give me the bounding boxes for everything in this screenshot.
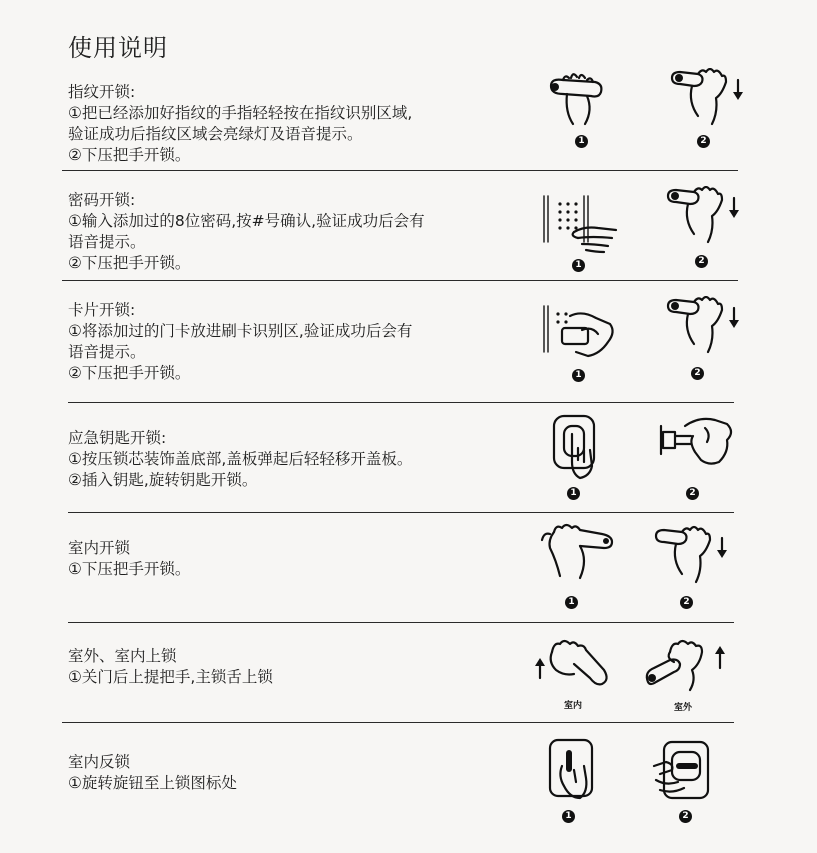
section-title: 应急钥匙开锁: bbox=[68, 429, 167, 447]
knob-turn-icon bbox=[650, 736, 716, 806]
step-badge-1: 1 bbox=[572, 259, 585, 272]
card-reader-icon bbox=[538, 302, 622, 368]
hand-lift-handle-indoor-icon bbox=[530, 634, 620, 694]
keypad-icon bbox=[538, 192, 622, 258]
section-divider bbox=[62, 280, 738, 281]
hand-on-handle-icon bbox=[543, 72, 613, 132]
hand-press-handle-icon bbox=[668, 68, 748, 134]
section-divider bbox=[68, 622, 734, 623]
step-badge-2: 2 bbox=[686, 487, 699, 500]
section-line: ①把已经添加好指纹的手指轻轻按在指纹识别区域, bbox=[68, 104, 413, 122]
step-badge-2: 2 bbox=[679, 810, 692, 823]
section-title: 卡片开锁: bbox=[68, 301, 136, 319]
step-badge-1: 1 bbox=[567, 487, 580, 500]
section-title: 指纹开锁: bbox=[68, 83, 136, 101]
hand-on-handle-icon bbox=[538, 520, 620, 590]
section-lockup-text bbox=[68, 646, 273, 688]
section-password-text bbox=[68, 190, 425, 274]
section-title: 室外、室内上锁 bbox=[68, 647, 177, 665]
step-badge-1: 1 bbox=[562, 810, 575, 823]
section-card-text bbox=[68, 300, 412, 384]
section-line: ①下压把手开锁。 bbox=[68, 560, 191, 578]
section-title: 室内反锁 bbox=[68, 753, 131, 771]
section-divider bbox=[68, 402, 734, 403]
section-line: ②插入钥匙,旋转钥匙开锁。 bbox=[68, 471, 258, 489]
section-line: ②下压把手开锁。 bbox=[68, 146, 191, 164]
section-key-text bbox=[68, 428, 412, 491]
step-badge-2: 2 bbox=[697, 135, 710, 148]
knob-turn-icon bbox=[544, 736, 600, 808]
section-line: 语音提示。 bbox=[68, 233, 146, 251]
section-title: 密码开锁: bbox=[68, 191, 136, 209]
hand-press-handle-icon bbox=[664, 186, 744, 252]
section-line: ①输入添加过的8位密码,按#号确认,验证成功后会有 bbox=[68, 212, 425, 230]
section-line: ②下压把手开锁。 bbox=[68, 364, 191, 382]
section-indoor-text bbox=[68, 538, 190, 580]
step-badge-2: 2 bbox=[680, 596, 693, 609]
section-line: 验证成功后指纹区域会亮绿灯及语音提示。 bbox=[68, 125, 363, 143]
step-badge-1: 1 bbox=[572, 369, 585, 382]
caption-outdoor: 室外 bbox=[674, 703, 693, 713]
step-badge-1: 1 bbox=[565, 596, 578, 609]
section-line: ①旋转旋钮至上锁图标处 bbox=[68, 774, 237, 792]
section-deadlock-text bbox=[68, 752, 237, 794]
key-cover-icon bbox=[548, 412, 604, 484]
section-divider bbox=[68, 512, 734, 513]
hand-press-handle-icon bbox=[652, 522, 732, 588]
section-title: 室内开锁 bbox=[68, 539, 131, 557]
section-line: ①将添加过的门卡放进刷卡识别区,验证成功后会有 bbox=[68, 322, 413, 340]
section-divider bbox=[62, 170, 738, 171]
page-title: 使用说明 bbox=[68, 34, 168, 62]
caption-indoor: 室内 bbox=[564, 701, 583, 711]
hand-lift-handle-outdoor-icon bbox=[640, 632, 730, 696]
section-line: ①关门后上提把手,主锁舌上锁 bbox=[68, 668, 273, 686]
section-line: ②下压把手开锁。 bbox=[68, 254, 191, 272]
hand-press-handle-icon bbox=[664, 296, 744, 362]
section-line: 语音提示。 bbox=[68, 343, 146, 361]
section-divider bbox=[62, 722, 734, 723]
step-badge-2: 2 bbox=[695, 255, 708, 268]
step-badge-1: 1 bbox=[575, 135, 588, 148]
step-badge-2: 2 bbox=[691, 367, 704, 380]
section-line: ①按压锁芯装饰盖底部,盖板弹起后轻轻移开盖板。 bbox=[68, 450, 413, 468]
key-insert-icon bbox=[655, 412, 737, 472]
section-fingerprint-text bbox=[68, 82, 412, 166]
